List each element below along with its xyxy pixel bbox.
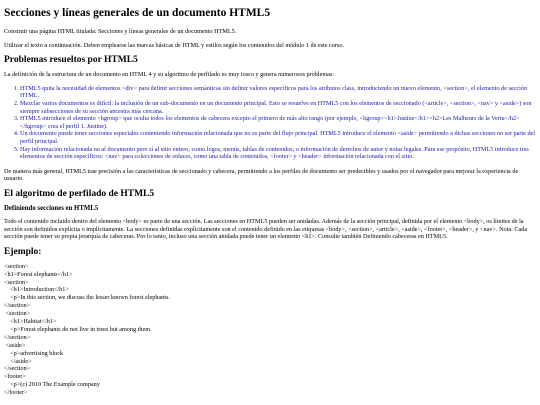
list-item: 4. Un documento puede tener secciones especiales conteniendo información relacionada que no es parte del flujo principal. HTML5 introduce el elemento <aside> permitiendo a dichas secciones no ser parte del perfil principal.: [20, 130, 536, 145]
list-item: 3. HTML5 introduce el elemento <hgroup> que oculta todos los elementos de cabecera excepto el primero de más alto rango (por ejemplo, <hgroup><h1>Justine</h1><h2>Les Malheurs de la Vertu</h2></hgroup> crea el perfil 1. Justine).: [20, 115, 536, 130]
list-item: 5. Hay información relacionada no al documento pero sí al sitio entero, como logos, menús, tablas de contenidos, o información de derechos de autor y notas legales. Para ese propósito, HTML5 introduce tres elementos de sección específicos: <nav> para colecciones de enlaces, como una tabla de contenidos, <footer> y <header> información relacionada con el sitio.: [20, 146, 536, 161]
problems-list: [4, 85, 536, 161]
intro-paragraph-1: Construir una página HTML titulada: Secciones y líneas generales de un documento HTML5.: [4, 28, 237, 35]
intro-paragraph-2: Utilizar el texto a continuación. Deben emplearse las marcas básicas de HTML y estilos según los contenidos del módulo 1 de este curso.: [4, 41, 344, 49]
code-example: <section> <h1>Forest elephants</h1> <section> <h1>Introduction</h1> <p>In this section, we discuss the lesser known forest elephants. </section> <section> <h1>Habitat</h1> <p>Forest elephants do not live in trees but among them. </section> <aside> <p>advertising block </aside> </section> <footer> <p>(c) 2010 The Example company </footer>: [4, 262, 170, 397]
section-heading-example: Ejemplo:: [4, 246, 42, 257]
problems-lead-paragraph: La definición de la estructura de un documento en HTML 4 y su algoritmo de perfilado es muy tosco y genera numerosos problemas:: [4, 71, 335, 79]
section-heading-problems: Problemas resueltos por HTML5: [4, 55, 138, 66]
subheading-defining-sections: Definiendo secciones en HTML5: [4, 204, 99, 212]
section-heading-algorithm: El algoritmo de perfilado de HTML5: [4, 188, 155, 199]
list-item: 2. Mezclar varios documentos es difícil: la inclusión de un sub-documento en un documento principal. Esto se resuelve en HTML5 con los elementos de seccionado (<article>, <section>, <nav> y <aside>) son siempre subsecciones de su sección ancestra más cercana.: [20, 100, 536, 115]
list-item: 1. HTML5 quita la necesidad de elementos <div> para definir secciones semánticas sin definir valores específicos para los atributos class, introduciendo un nuevo elemento, <section>, el elemento de sección HTML.: [20, 85, 536, 100]
page-title: Secciones y líneas generales de un documento HTML5: [4, 7, 271, 19]
problems-closing-paragraph: De manera más general, HTML5 trae precisión a las características de seccionado y cabecera, permitiendo a los perfiles de documento ser predecibles y usados por el navegador para mejorar la experiencia de usuario.: [4, 167, 519, 183]
algorithm-body-paragraph: Todo el contenido incluido dentro del elemento <body> es parte de una sección. Las secciones en HTML5 pueden ser anidadas. Además de la sección principal, definida por el elemento <body>, os límites de la sección son definidos explícita o implícitamente. La secciones definidas explícitamente son el contenido definido en las etiquetas <body>, <section>, <article>, <aside>, <footer>, <header>, y <nav>. Nota: Cada sección puede tener su propia jerarquía de cabeceras. Por lo tanto, incluso una sección anidada puede tener un elemento <h1>. Consulte también Definiendo cabeceras en HTML5.: [4, 217, 528, 241]
